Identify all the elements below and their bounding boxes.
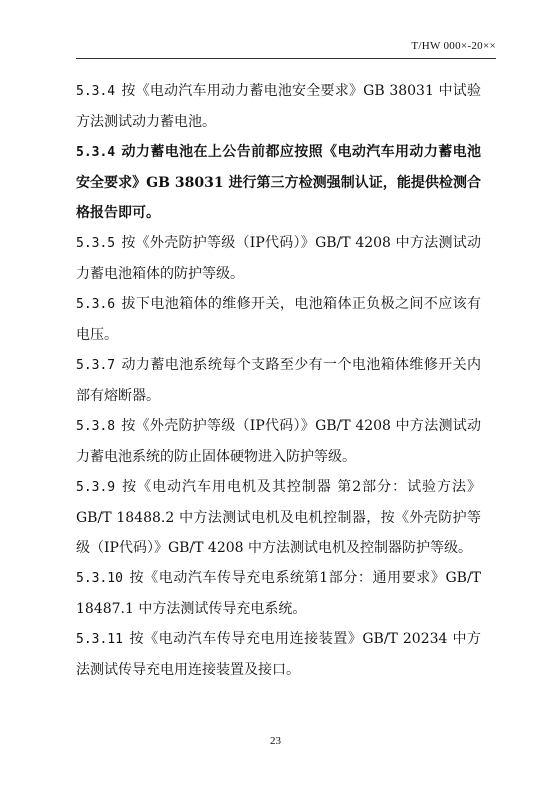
document-body (76, 76, 481, 685)
document-id-header: T/HW 000×-20×× (411, 40, 496, 52)
clause-5-3-8 (76, 411, 481, 472)
clause-text: 拔下电池箱体的维修开关，电池箱体正负极之间不应该有电压。 (76, 296, 481, 343)
clause-5-3-4 (76, 76, 481, 137)
clause-5-3-5 (76, 228, 481, 289)
clause-text: 按《电动汽车用动力蓄电池安全要求》GB 38031 中试验方法测试动力蓄电池。 (76, 83, 481, 130)
clause-number: 5.3.5 (76, 236, 116, 251)
clause-5-3-4-note (76, 137, 481, 228)
clause-text: 按《电动汽车传导充电用连接装置》GB/T 20234 中方法测试传导充电用连接装置及接口。 (76, 631, 481, 678)
clause-5-3-11 (76, 624, 481, 685)
clause-text: 按《外壳防护等级（IP代码）》GB/T 4208 中方法测试动力蓄电池箱体的防护等级。 (76, 235, 481, 282)
clause-number: 5.3.4 (76, 84, 116, 99)
clause-number: 5.3.6 (76, 297, 116, 312)
clause-5-3-10 (76, 563, 481, 624)
header-divider (76, 58, 496, 59)
clause-text: 动力蓄电池在上公告前都应按照《电动汽车用动力蓄电池安全要求》GB 38031 进行第三方检测强制认证，能提供检测合格报告即可。 (76, 144, 481, 221)
clause-number: 5.3.4 (76, 145, 116, 160)
clause-number: 5.3.8 (76, 419, 116, 434)
clause-text: 动力蓄电池系统每个支路至少有一个电池箱体维修开关内部有熔断器。 (76, 357, 481, 404)
clause-number: 5.3.7 (76, 358, 116, 373)
page-number: 23 (270, 735, 281, 747)
clause-number: 5.3.10 (76, 571, 123, 586)
clause-5-3-7 (76, 350, 481, 411)
clause-text: 按《外壳防护等级（IP代码）》GB/T 4208 中方法测试动力蓄电池系统的防止固体硬物进入防护等级。 (76, 418, 481, 465)
clause-number: 5.3.11 (76, 632, 123, 647)
clause-text: 按《电动汽车传导充电系统第1部分：通用要求》GB/T 18487.1 中方法测试传导充电系统。 (76, 570, 481, 617)
clause-text: 按《电动汽车用电机及其控制器 第2部分：试验方法》GB/T 18488.2 中方法测试电机及电机控制器，按《外壳防护等级（IP代码）》GB/T 4208 中方法测试电机及控制器防护等级。 (76, 479, 481, 556)
clause-number: 5.3.9 (76, 480, 116, 495)
clause-5-3-6 (76, 289, 481, 350)
clause-5-3-9 (76, 472, 481, 563)
